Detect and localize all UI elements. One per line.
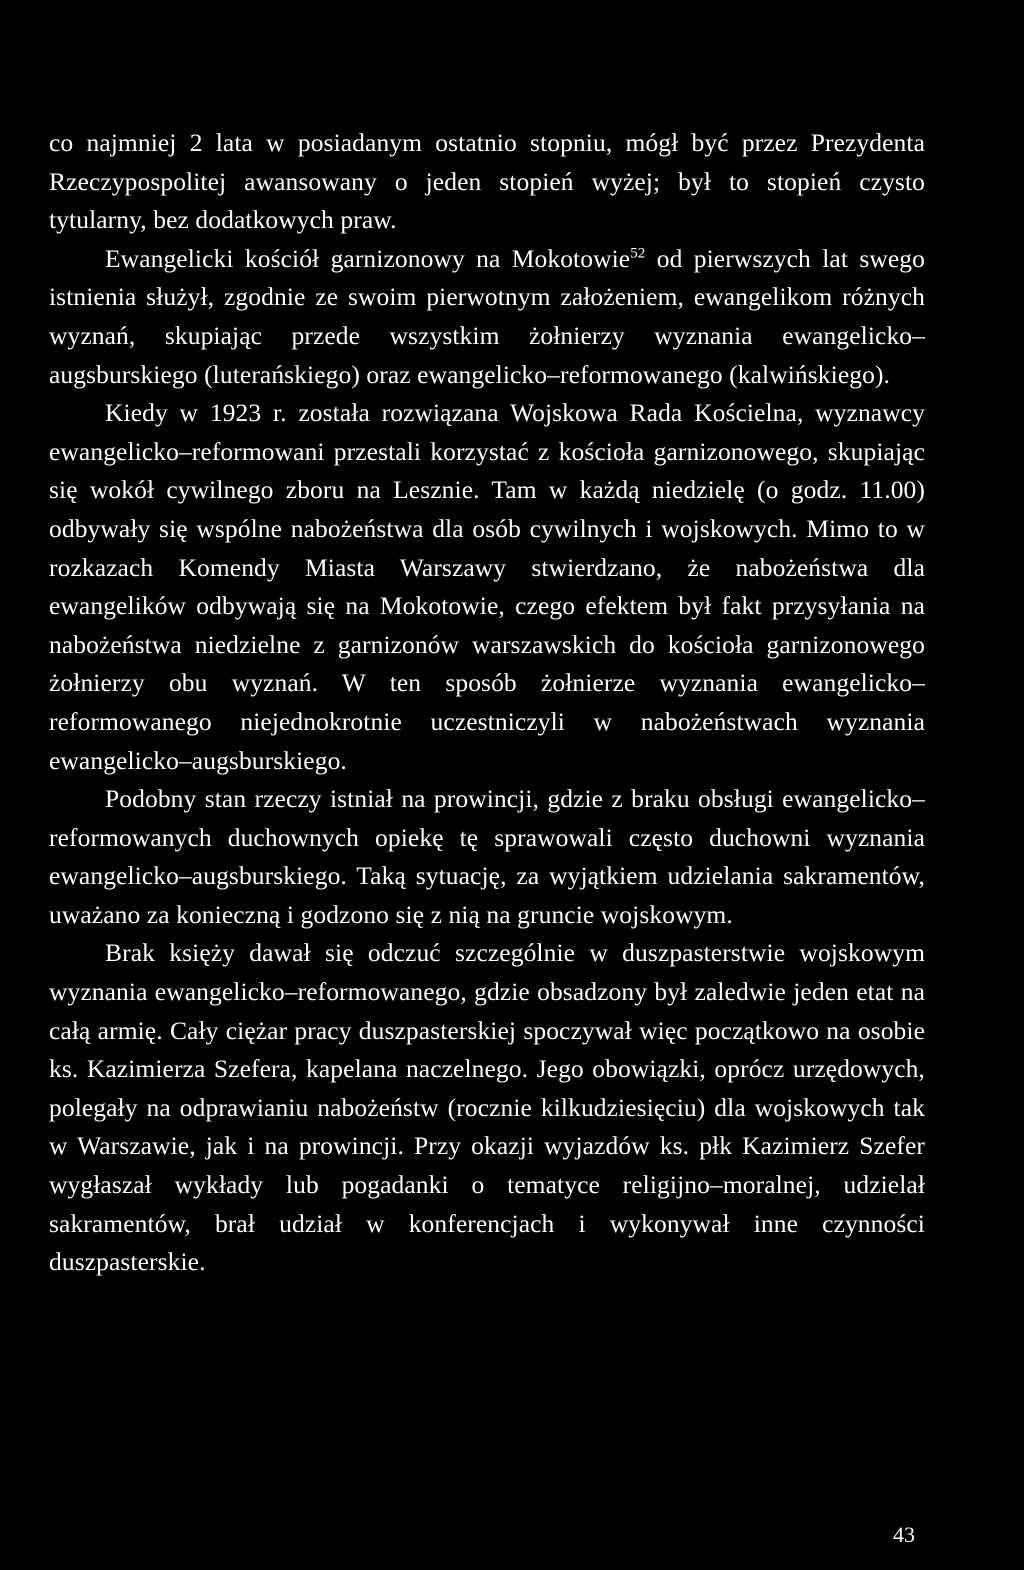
paragraph-garrison-church bbox=[49, 240, 925, 394]
paragraph-continuation: co najmniej 2 lata w posiadanym ostatnio stopniu, mógł być przez Prezydenta Rzeczypospolitej awansowany o jeden stopień wyżej; był to stopień czysto tytularny, bez dodatkowych praw. bbox=[49, 128, 925, 235]
paragraph-text-after-footnote: od pierwszych lat swego istnienia służył, zgodnie ze swoim pierwotnym założeniem, ewangelikom różnych wyznań, skupiając przede wszystkim żołnierzy wyznania ewangelicko–augsburskiego (luterańskiego) oraz ewangelicko–reformowanego (kalwińskiego). bbox=[49, 243, 925, 389]
body-text bbox=[49, 124, 925, 1282]
paragraph-text-before-footnote: Ewangelicki kościół garnizonowy na Mokotowie bbox=[105, 243, 631, 273]
paragraph-priest-shortage: Brak księży dawał się odczuć szczególnie w duszpasterstwie wojskowym wyznania ewangelicko–reformowanego, gdzie obsadzony był zaledwie jeden etat na całą armię. Cały ciężar pracy duszpasterskiej spoczywał więc początkowo na osobie ks. Kazimierza Szefera, kapelana naczelnego. Jego obowiązki, oprócz urzędowych, polegały na odprawianiu nabożeństw (rocznie kilkudziesięciu) dla wojskowych tak w Warszawie, jak i na prowincji. Przy okazji wyjazdów ks. płk Kazimierz Szefer wygłaszał wykłady lub pogadanki o tematyce religijno–moralnej, udzielał sakramentów, brał udział w konferencjach i wykonywał inne czynności duszpasterskie. bbox=[49, 938, 925, 1277]
paragraph-province: Podobny stan rzeczy istniał na prowincji, gdzie z braku obsługi ewangelicko–reformowanych duchownych opiekę tę sprawowali często duchowni wyznania ewangelicko–augsburskiego. Taką sytuację, za wyjątkiem udzielania sakramentów, uważano za konieczną i godzono się z nią na gruncie wojskowym. bbox=[49, 784, 925, 929]
footnote-marker[interactable]: 52 bbox=[630, 245, 646, 262]
paragraph-military-council: Kiedy w 1923 r. została rozwiązana Wojskowa Rada Kościelna, wyznawcy ewangelicko–reformowani przestali korzystać z kościoła garnizonowego, skupiając się wokół cywilnego zboru na Lesznie. Tam w każdą niedzielę (o godz. 11.00) odbywały się wspólne nabożeństwa dla osób cywilnych i wojskowych. Mimo to w rozkazach Komendy Miasta Warszawy stwierdzano, że nabożeństwa dla ewangelików odbywają się na Mokotowie, czego efektem był fakt przysyłania na nabożeństwa niedzielne z garnizonów warszawskich do kościoła garnizonowego żołnierzy obu wyznań. W ten sposób żołnierze wyznania ewangelicko–reformowanego niejednokrotnie uczestniczyli w nabożeństwach wyznania ewangelicko–augsburskiego. bbox=[49, 398, 925, 775]
page-number: 43 bbox=[893, 1522, 915, 1547]
